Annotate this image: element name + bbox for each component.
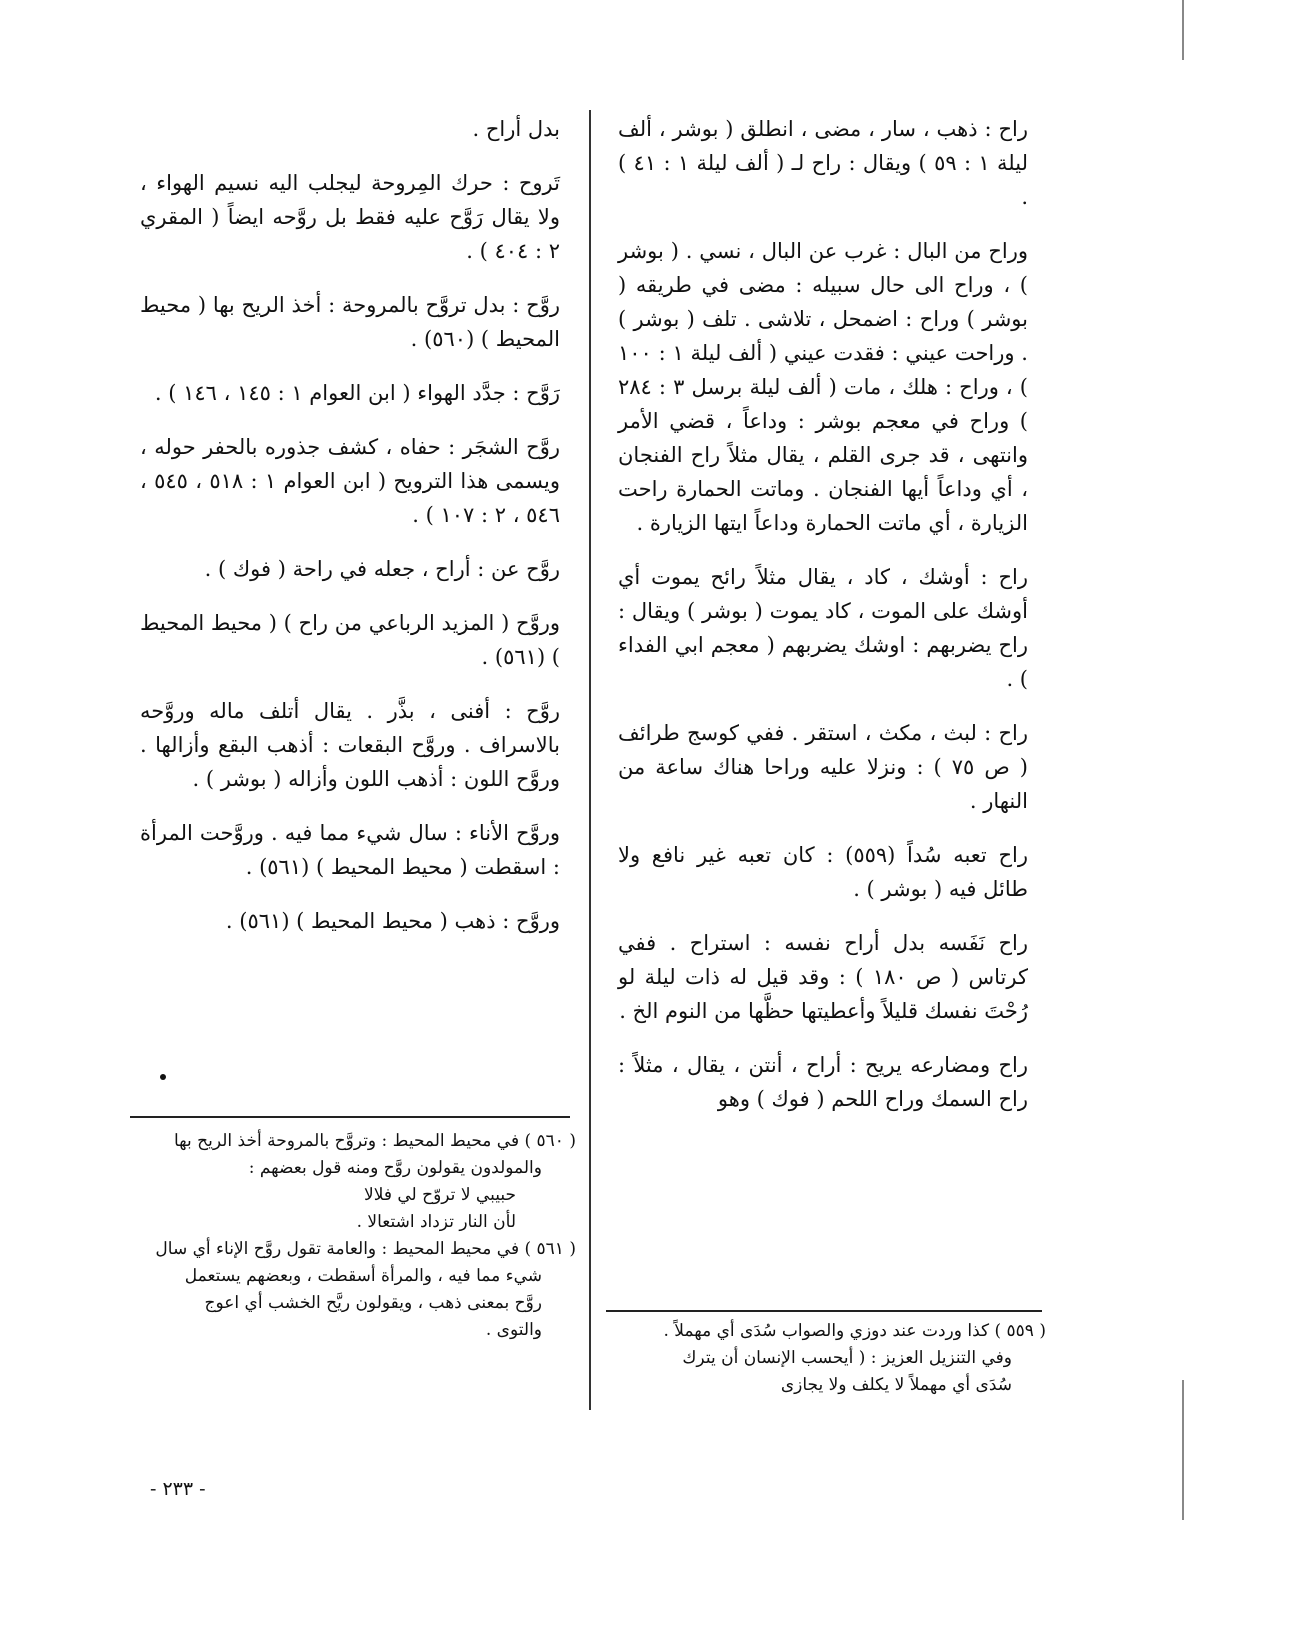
entry-rawwah-mazid: وروَّح ( المزيد الرباعي من راح ) ( محيط المحيط ) (٥٦١) . <box>140 611 560 669</box>
entry-tarawwah: تَروح : حرك المِروحة ليجلب اليه نسيم الهواء ، ولا يقال رَوَّح عليه فقط بل روَّحه ايضاً ( المقري ٢ : ٤٠٤ ) . <box>140 171 560 263</box>
footnote-559: ( ٥٥٩ ) كذا وردت عند دوزي والصواب سُدَى أي مهملاً . <box>663 1321 1046 1341</box>
entry-rawwah-an: روَّح عن : أراح ، جعله في راحة ( فوك ) . <box>204 557 560 581</box>
scan-margin-mark <box>1182 0 1184 60</box>
footnote-561: ( ٥٦١ ) في محيط المحيط : والعامة تقول روَّح الإناء أي سال <box>155 1239 576 1259</box>
left-column <box>140 112 560 958</box>
footnote-line: شيء مما فيه ، والمرأة أسقطت ، وبعضهم يستعمل <box>184 1266 542 1286</box>
entry-rawwah-mirwaha: روَّح : بدل تروَّح بالمروحة : أخذ الريح بها ( محيط المحيط ) (٥٦٠) . <box>140 293 560 351</box>
column-divider <box>589 110 591 1410</box>
entry-rah-labitha: راح : لبث ، مكث ، استقر . ففي كوسج طرائف ( ص ٧٥ ) : ونزلا عليه وراحا هناك ساعة من النهار . <box>618 721 1028 813</box>
footnote-line: والمولدون يقولون روَّح ومنه قول بعضهم : <box>248 1158 542 1178</box>
entry-continuation: بدل أراح . <box>472 117 560 141</box>
right-column <box>618 112 1028 1136</box>
entry-rah-nafsahu: راح نَفَسه بدل أراح نفسه : استراح . ففي كرتاس ( ص ١٨٠ ) : وقد قيل له ذات ليلة لو رُحْتَ نفسك قليلاً وأعطيتها حظَّها من النوم الخ . <box>618 931 1028 1023</box>
footnotes-left <box>130 1128 576 1344</box>
entry-rawwah-dhahaba: وروَّح : ذهب ( محيط المحيط ) (٥٦١) . <box>225 909 560 933</box>
entry-rawwah-al-shajar: روَّح الشجَر : حفاه ، كشف جذوره بالحفر حوله ، ويسمى هذا الترويح ( ابن العوام ١ : ٥١٨ ، ٥٤٥ ، ٥٤٦ ، ٢ : ١٠٧ ) . <box>140 435 560 527</box>
footnote-rule-left <box>130 1116 570 1118</box>
footnote-rule-right <box>606 1310 1042 1312</box>
footnotes-right <box>606 1318 1046 1399</box>
entry-rawwah-afna: روَّح : أفنى ، بذَّر . يقال أتلف ماله وروَّحه بالاسراف . وروَّح البقعات : أذهب البقع وأزالها . وروَّح اللون : أذهب اللون وأزاله ( بوشر ) . <box>140 699 560 791</box>
footnote-560: ( ٥٦٠ ) في محيط المحيط : وتروَّح بالمروحة أخذ الريح بها <box>174 1131 576 1151</box>
entry-rah-min-al-bal: وراح من البال : غرب عن البال ، نسي . ( بوشر ) ، وراح الى حال سبيله : مضى في طريقه ( بوشر ) وراح : اضمحل ، تلاشى . تلف ( بوشر ) . وراحت عيني : فقدت عيني ( ألف ليلة ١ : ١٠٠ ) ، وراح : هلك ، مات ( ألف ليلة برسل ٣ : ٢٨٤ ) وراح في معجم بوشر : وداعاً ، قضي الأمر وانتهى ، قد جرى القلم ، يقال مثلاً راح الفنجان ، أي وداعاً أيها الفنجان . وماتت الحمارة راحت الزيارة ، أي ماتت الحمارة وداعاً ايتها الزيارة . <box>618 239 1028 535</box>
footnote-verse-line: لأن النار تزداد اشتعالا . <box>356 1212 516 1232</box>
page-number: - ٢٣٣ - <box>150 1478 206 1500</box>
footnote-line: وفي التنزيل العزيز : ( أيحسب الإنسان أن يترك <box>682 1348 1012 1368</box>
entry-rawwah-al-inaa: وروَّح الأناء : سال شيء مما فيه . وروَّحت المرأة : اسقطت ( محيط المحيط ) (٥٦١) . <box>140 821 560 879</box>
entry-rah-yurih: راح ومضارعه يريح : أراح ، أنتن ، يقال ، مثلاً : راح السمك وراح اللحم ( فوك ) وهو <box>618 1053 1028 1111</box>
entry-rawwah-jaddada: رَوَّح : جدَّد الهواء ( ابن العوام ١ : ١٤٥ ، ١٤٦ ) . <box>154 381 560 405</box>
entry-rah-taabuhu: راح تعبه سُداً (٥٥٩) : كان تعبه غير نافع ولا طائل فيه ( بوشر ) . <box>618 843 1028 901</box>
footnote-verse-line: حبيبي لا تروّح لي فلالا <box>364 1185 516 1205</box>
ink-dot <box>160 1074 166 1080</box>
entry-rah-dhahaba: راح : ذهب ، سار ، مضى ، انطلق ( بوشر ، ألف ليلة ١ : ٥٩ ) ويقال : راح لـ ( ألف ليلة ١ : ٤١ ) . <box>618 117 1028 209</box>
scan-margin-mark <box>1182 1380 1184 1520</box>
footnote-line: روَّح بمعنى ذهب ، ويقولون ريَّح الخشب أي اعوج <box>204 1293 542 1313</box>
entry-rah-awshaka: راح : أوشك ، كاد ، يقال مثلاً رائح يموت أي أوشك على الموت ، كاد يموت ( بوشر ) ويقال : راح يضربهم : اوشك يضربهم ( معجم ابي الفداء ) . <box>618 565 1028 691</box>
footnote-line: والتوى . <box>485 1320 542 1340</box>
footnote-line: سُدَى أي مهملاً لا يكلف ولا يجازى <box>780 1375 1012 1395</box>
